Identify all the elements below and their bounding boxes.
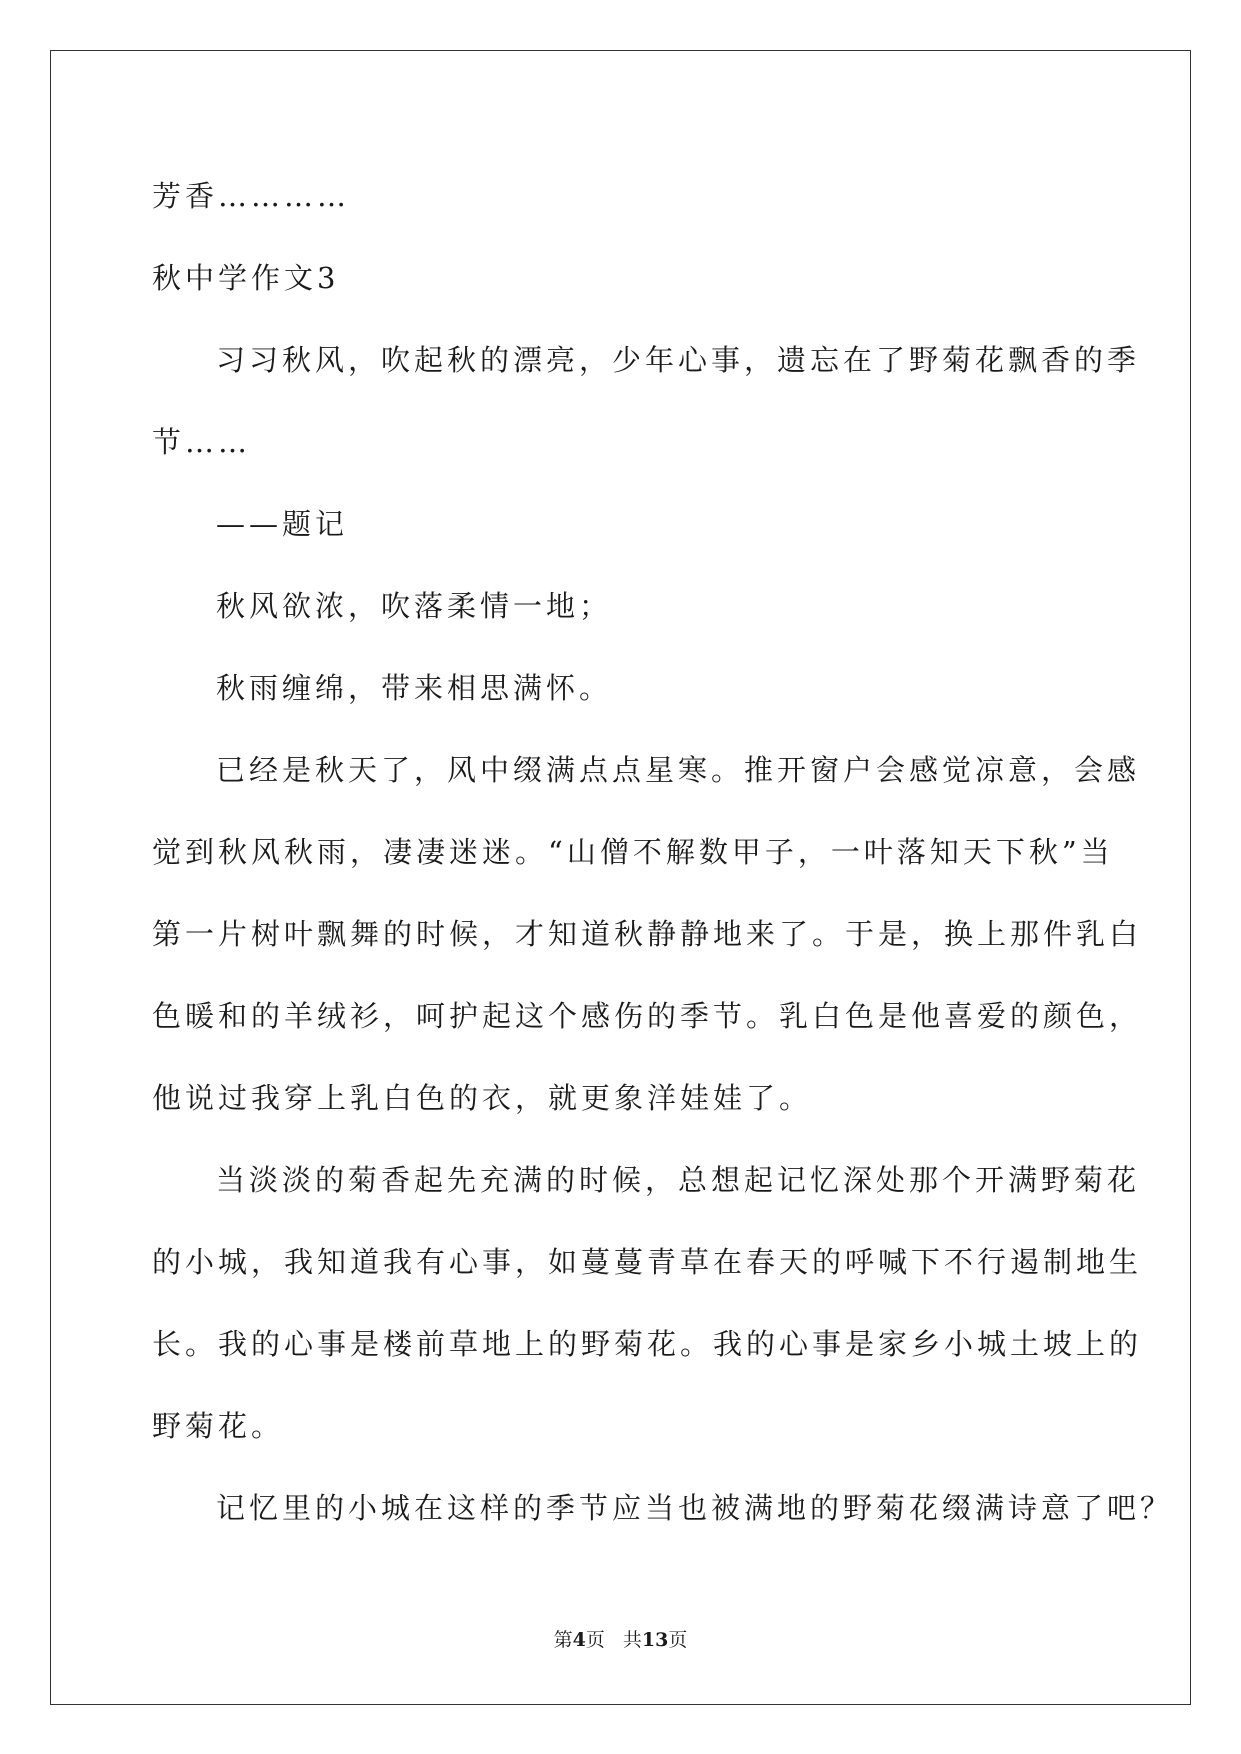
document-body xyxy=(152,155,1174,1549)
page-number: 4 xyxy=(572,1629,586,1651)
page-prefix: 第 xyxy=(553,1629,573,1651)
total-prefix: 共 xyxy=(622,1629,642,1651)
text-line: 芳香………… xyxy=(152,179,351,213)
essay-heading: 秋中学作文3 xyxy=(152,261,340,295)
total-suffix: 页 xyxy=(668,1629,688,1651)
page-footer xyxy=(0,1628,1241,1652)
text-line: 秋风欲浓，吹落柔情一地； xyxy=(216,589,613,623)
text-line: 习习秋风，吹起秋的漂亮，少年心事，遗忘在了野菊花飘香的季 xyxy=(216,343,1141,377)
text-line: 当淡淡的菊香起先充满的时候，总想起记忆深处那个开满野菊花 xyxy=(216,1163,1141,1197)
text-line: 的小城，我知道我有心事，如蔓蔓青草在春天的呼喊下不行遏制地生 xyxy=(152,1245,1143,1279)
text-line: 长。我的心事是楼前草地上的野菊花。我的心事是家乡小城土坡上的 xyxy=(152,1327,1143,1361)
text-line: 节…… xyxy=(152,425,252,459)
text-line: 觉到秋风秋雨，凄凄迷迷。“山僧不解数甲子，一叶落知天下秋”当 xyxy=(152,835,1114,869)
text-line: 第一片树叶飘舞的时候，才知道秋静静地来了。于是，换上那件乳白 xyxy=(152,917,1143,951)
page-suffix: 页 xyxy=(585,1629,605,1651)
text-line: 秋雨缠绵，带来相思满怀。 xyxy=(216,671,613,705)
text-line: 色暖和的羊绒衫，呵护起这个感伤的季节。乳白色是他喜爱的颜色， xyxy=(152,999,1143,1033)
text-line: 记忆里的小城在这样的季节应当也被满地的野菊花缀满诗意了吧？ xyxy=(216,1491,1174,1525)
page-total: 13 xyxy=(641,1629,669,1651)
epigraph-attribution: ——题记 xyxy=(216,507,349,541)
text-line: 已经是秋天了，风中缀满点点星寒。推开窗户会感觉凉意，会感 xyxy=(216,753,1141,787)
text-line: 他说过我穿上乳白色的衣，就更象洋娃娃了。 xyxy=(152,1081,813,1115)
text-line: 野菊花。 xyxy=(152,1409,285,1443)
